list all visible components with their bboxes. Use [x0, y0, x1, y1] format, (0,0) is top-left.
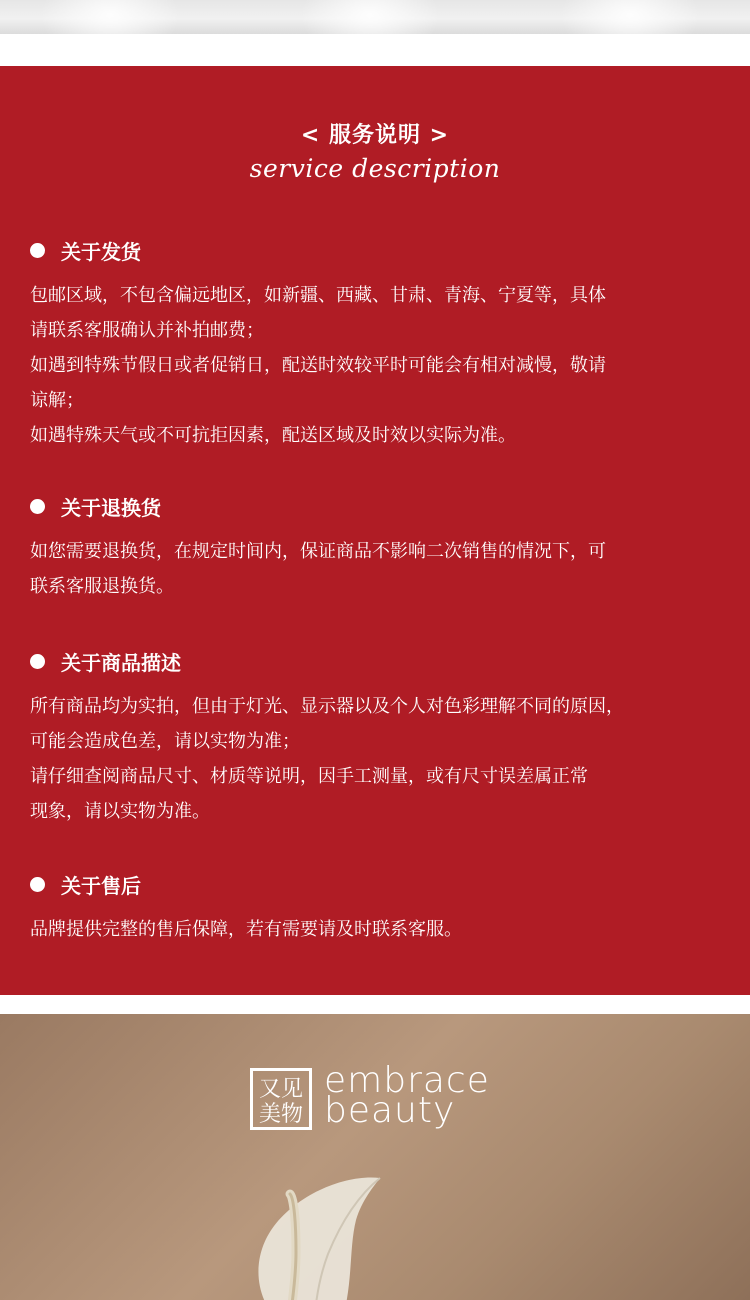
text-line: 如遇特殊天气或不可抗拒因素，配送区域及时效以实际为准。: [30, 425, 516, 446]
bullet-dot-icon: [30, 654, 45, 669]
section-heading-product-description: [30, 647, 181, 675]
text-line: 请联系客服确认并补拍邮费；: [30, 320, 264, 341]
text-line: 可能会造成色差，请以实物为准；: [30, 731, 300, 752]
bullet-dot-icon: [30, 499, 45, 514]
section-heading-shipping: [30, 236, 141, 264]
section-body-product-description: [30, 689, 720, 829]
section-heading-label: 关于发货: [61, 239, 141, 264]
section-body-after-sales: [30, 912, 720, 947]
brand-logo: [250, 1060, 520, 1132]
brand-seal-icon: [250, 1068, 312, 1130]
brand-cn-line2: 美物: [258, 1102, 304, 1127]
text-line: 联系客服退换货。: [30, 576, 174, 597]
text-line: 现象，请以实物为准。: [30, 801, 210, 822]
text-line: 如您需要退换货，在规定时间内，保证商品不影响二次销售的情况下，可: [30, 541, 606, 562]
anthurium-flower-image: [230, 1164, 430, 1300]
section-body-returns: [30, 534, 720, 604]
bullet-dot-icon: [30, 243, 45, 258]
brand-photo-section: [0, 1014, 750, 1300]
section-heading-label: 关于售后: [61, 873, 141, 898]
text-line: 所有商品均为实拍，但由于灯光、显示器以及个人对色彩理解不同的原因，: [30, 696, 624, 717]
brand-en-line1: embrace: [324, 1060, 490, 1101]
section-heading-label: 关于退换货: [61, 495, 161, 520]
service-description-panel: [0, 66, 750, 995]
service-subtitle: service description: [249, 154, 501, 183]
brand-cn-line1: 又见: [258, 1077, 304, 1102]
text-line: 如遇到特殊节假日或者促销日，配送时效较平时可能会有相对减慢，敬请: [30, 355, 606, 376]
service-title: < 服务说明 >: [300, 123, 450, 148]
text-line: 谅解；: [30, 390, 84, 411]
text-line: 请仔细查阅商品尺寸、材质等说明，因手工测量，或有尺寸误差属正常: [30, 766, 588, 787]
brand-wordmark: [324, 1060, 524, 1131]
text-line: 包邮区域，不包含偏远地区，如新疆、西藏、甘肃、青海、宁夏等，具体: [30, 285, 606, 306]
brand-en-line2: beauty: [324, 1090, 456, 1131]
section-heading-after-sales: [30, 870, 141, 898]
bullet-dot-icon: [30, 877, 45, 892]
section-heading-returns: [30, 492, 161, 520]
section-body-shipping: [30, 278, 720, 453]
section-heading-label: 关于商品描述: [61, 650, 181, 675]
top-banner-image: [0, 0, 750, 34]
text-line: 品牌提供完整的售后保障，若有需要请及时联系客服。: [30, 919, 462, 940]
